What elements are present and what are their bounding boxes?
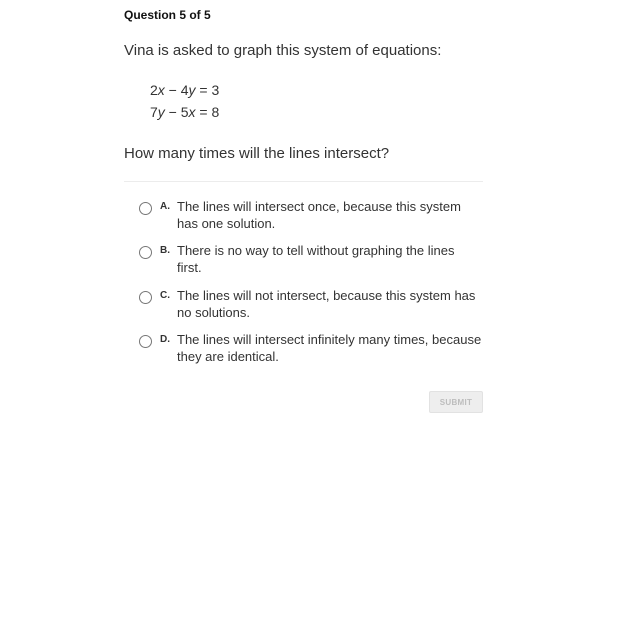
equation-2-rhs: = 8 bbox=[195, 104, 220, 120]
submit-button[interactable]: SUBMIT bbox=[429, 391, 483, 413]
option-letter-d: D. bbox=[160, 334, 170, 345]
radio-a[interactable] bbox=[139, 202, 152, 215]
equation-1-coef-a: 2 bbox=[150, 82, 158, 98]
option-letter-a: A. bbox=[160, 201, 170, 212]
equation-1 bbox=[150, 82, 219, 98]
option-text-a: The lines will intersect once, because this system has one solution. bbox=[177, 199, 461, 231]
equation-2-coef-a: 7 bbox=[150, 104, 158, 120]
equation-2-coef-b: − 5 bbox=[164, 104, 189, 120]
equation-1-var-a: x bbox=[157, 82, 165, 98]
question-counter: Question 5 of 5 bbox=[124, 8, 211, 22]
equation-2 bbox=[150, 104, 219, 120]
question-prompt: Vina is asked to graph this system of equations: bbox=[124, 42, 442, 59]
radio-c[interactable] bbox=[139, 291, 152, 304]
radio-b[interactable] bbox=[139, 246, 152, 259]
option-letter-c: C. bbox=[160, 290, 170, 301]
question-ask: How many times will the lines intersect? bbox=[124, 145, 390, 162]
equation-1-rhs: = 3 bbox=[195, 82, 220, 98]
radio-d[interactable] bbox=[139, 335, 152, 348]
option-letter-b: B. bbox=[160, 245, 170, 256]
option-text-b: There is no way to tell without graphing the lines first. bbox=[177, 243, 455, 275]
equation-1-var-b: y bbox=[188, 82, 196, 98]
equation-1-coef-b: − 4 bbox=[164, 82, 189, 98]
option-text-d: The lines will intersect infinitely many times, because they are identical. bbox=[177, 332, 482, 364]
option-text-c: The lines will not intersect, because this system has no solutions. bbox=[177, 288, 476, 320]
equation-2-var-b: x bbox=[188, 104, 196, 120]
divider bbox=[124, 181, 483, 182]
equation-2-var-a: y bbox=[157, 104, 165, 120]
